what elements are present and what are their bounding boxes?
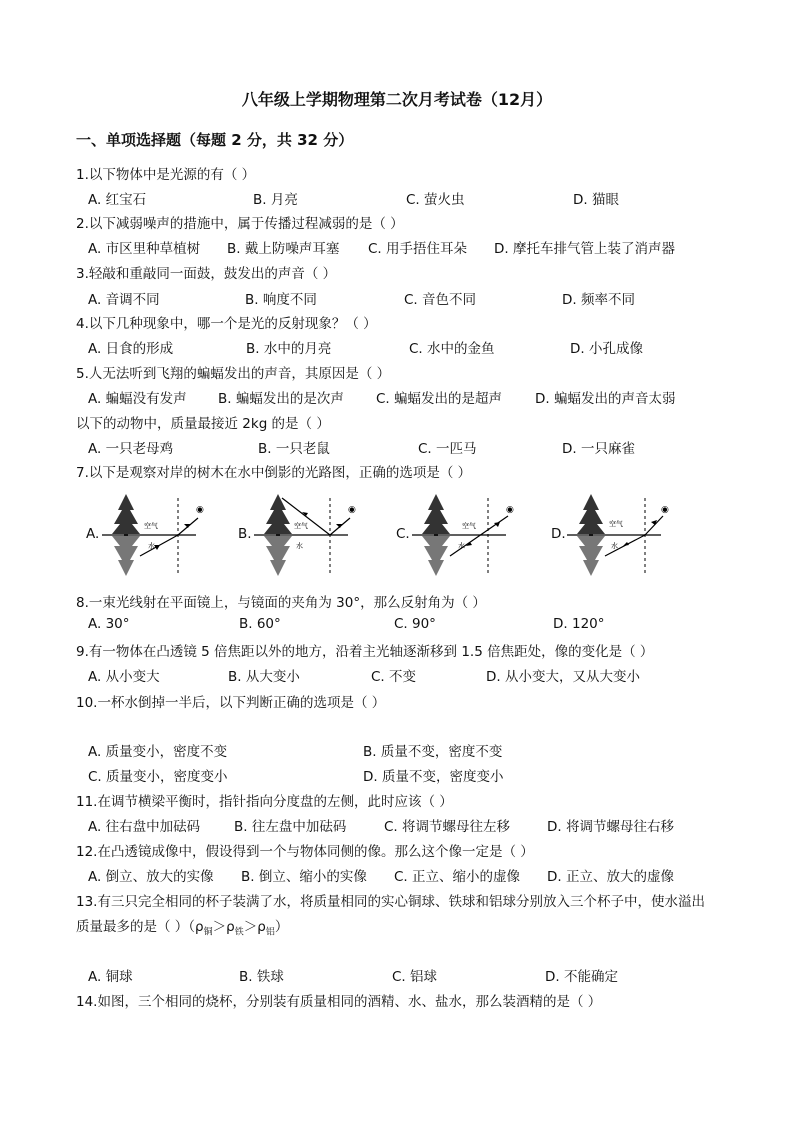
options-4 bbox=[88, 337, 788, 357]
question-7: 7.以下是观察对岸的树木在水中倒影的光路图，正确的选项是（ ） bbox=[76, 465, 472, 481]
option-c[interactable]: C. 90° bbox=[394, 616, 436, 632]
option-a[interactable]: A. 一只老母鸡 bbox=[88, 441, 174, 457]
water-label: 水 bbox=[458, 542, 465, 550]
question-3: 3.轻敲和重敲同一面鼓，鼓发出的声音（ ） bbox=[76, 266, 337, 282]
question-1: 1.以下物体中是光源的有（ ） bbox=[76, 167, 256, 183]
light-path-diagram-d bbox=[565, 490, 669, 580]
options-13 bbox=[88, 965, 788, 985]
option-d[interactable]: D. 不能确定 bbox=[545, 969, 618, 985]
option-a[interactable]: A. 从小变大 bbox=[88, 669, 160, 685]
figure-label: D. bbox=[551, 526, 566, 542]
option-b[interactable]: B. 质量不变，密度不变 bbox=[363, 744, 503, 760]
option-a[interactable]: A. 往右盘中加砝码 bbox=[88, 819, 201, 835]
option-c[interactable]: C. 一匹马 bbox=[418, 441, 477, 457]
light-path-diagram-a bbox=[100, 490, 204, 580]
air-label: 空气 bbox=[144, 522, 158, 530]
figure-label: A. bbox=[86, 526, 100, 542]
options-10-row2 bbox=[88, 765, 788, 785]
option-b[interactable]: B. 蝙蝠发出的是次声 bbox=[218, 391, 344, 407]
figure-option-b[interactable] bbox=[238, 490, 356, 580]
option-d[interactable]: D. 将调节螺母往右移 bbox=[547, 819, 674, 835]
option-b[interactable]: B. 倒立、缩小的实像 bbox=[241, 869, 367, 885]
option-c[interactable]: C. 不变 bbox=[371, 669, 417, 685]
page-title: 八年级上学期物理第二次月考试卷（12月） bbox=[241, 90, 553, 109]
option-a[interactable]: A. 红宝石 bbox=[88, 192, 147, 208]
options-3 bbox=[88, 288, 788, 308]
question-4: 4.以下几种现象中，哪一个是光的反射现象？（ ） bbox=[76, 316, 377, 332]
eye-icon: ◉ bbox=[348, 505, 356, 515]
eye-icon: ◉ bbox=[661, 505, 669, 515]
option-c[interactable]: C. 水中的金鱼 bbox=[409, 341, 495, 357]
option-a[interactable]: A. 30° bbox=[88, 616, 130, 632]
figure-option-a[interactable] bbox=[86, 490, 204, 580]
light-path-diagram-c bbox=[410, 490, 514, 580]
option-a[interactable]: A. 日食的形成 bbox=[88, 341, 174, 357]
option-c[interactable]: C. 萤火虫 bbox=[406, 192, 465, 208]
water-label: 水 bbox=[296, 542, 303, 550]
option-c[interactable]: C. 质量变小，密度变小 bbox=[88, 769, 228, 785]
figure-option-d[interactable] bbox=[551, 490, 669, 580]
option-a[interactable]: A. 倒立、放大的实像 bbox=[88, 869, 214, 885]
option-b[interactable]: B. 水中的月亮 bbox=[246, 341, 332, 357]
option-a[interactable]: A. 音调不同 bbox=[88, 292, 160, 308]
eye-icon: ◉ bbox=[196, 505, 204, 515]
option-b[interactable]: B. 从大变小 bbox=[228, 669, 300, 685]
option-d[interactable]: D. 猫眼 bbox=[573, 192, 619, 208]
question-13-line2: 质量最多的是（ ）$(\rho_铜>\rho_铁>\rho_铝)$ bbox=[76, 919, 289, 938]
option-b[interactable]: B. 60° bbox=[239, 616, 281, 632]
option-c[interactable]: C. 音色不同 bbox=[404, 292, 477, 308]
water-label: 水 bbox=[611, 542, 618, 550]
option-c[interactable]: C. 将调节螺母往左移 bbox=[384, 819, 511, 835]
option-b[interactable]: B. 戴上防噪声耳塞 bbox=[227, 241, 340, 257]
option-c[interactable]: C. 铝球 bbox=[392, 969, 438, 985]
option-c[interactable]: C. 蝙蝠发出的是超声 bbox=[376, 391, 503, 407]
question-11: 11.在调节横梁平衡时，指针指向分度盘的左侧，此时应该（ ） bbox=[76, 794, 453, 810]
options-11 bbox=[88, 815, 788, 835]
option-d[interactable]: D. 蝙蝠发出的声音太弱 bbox=[535, 391, 676, 407]
option-a[interactable]: A. 市区里种草植树 bbox=[88, 241, 201, 257]
option-d[interactable]: D. 小孔成像 bbox=[570, 341, 643, 357]
options-12 bbox=[88, 865, 788, 885]
question-9: 9.有一物体在凸透镜 5 倍焦距以外的地方，沿着主光轴逐渐移到 1.5 倍焦距处，像的变化是（ ） bbox=[76, 644, 654, 660]
question-2: 2.以下减弱噪声的措施中，属于传播过程减弱的是（ ） bbox=[76, 216, 404, 232]
option-d[interactable]: D. 质量不变，密度变小 bbox=[363, 769, 504, 785]
light-path-diagram-b bbox=[252, 490, 356, 580]
options-5 bbox=[88, 387, 788, 407]
figure-label: B. bbox=[238, 526, 252, 542]
option-a[interactable]: A. 质量变小，密度不变 bbox=[88, 744, 228, 760]
question-14: 14.如图，三个相同的烧杯，分别装有质量相同的酒精、水、盐水，那么装酒精的是（ ） bbox=[76, 994, 602, 1010]
figure-option-c[interactable] bbox=[396, 490, 514, 580]
question-8: 8.一束光线射在平面镜上，与镜面的夹角为 30°，那么反射角为（ ） bbox=[76, 595, 486, 611]
section-heading: 一、单项选择题（每题 2 分，共 32 分） bbox=[76, 131, 354, 149]
option-b[interactable]: B. 一只老鼠 bbox=[258, 441, 330, 457]
option-d[interactable]: D. 120° bbox=[553, 616, 605, 632]
option-d[interactable]: D. 正立、放大的虚像 bbox=[547, 869, 674, 885]
question-5: 5.人无法听到飞翔的蝙蝠发出的声音，其原因是（ ） bbox=[76, 366, 391, 382]
figure-label: C. bbox=[396, 526, 410, 542]
air-label: 空气 bbox=[294, 522, 308, 530]
option-d[interactable]: D. 从小变大，又从大变小 bbox=[486, 669, 640, 685]
option-d[interactable]: D. 频率不同 bbox=[562, 292, 635, 308]
option-d[interactable]: D. 摩托车排气管上装了消声器 bbox=[494, 241, 675, 257]
water-label: 水 bbox=[148, 542, 155, 550]
option-a[interactable]: A. 铜球 bbox=[88, 969, 133, 985]
options-9 bbox=[88, 665, 788, 685]
options-10-row1 bbox=[88, 740, 788, 760]
air-label: 空气 bbox=[462, 522, 476, 530]
question-13: 13.有三只完全相同的杯子装满了水，将质量相同的实心铜球、铁球和铝球分别放入三个杯子中，使水溢出 bbox=[76, 894, 705, 910]
option-a[interactable]: A. 蝙蝠没有发声 bbox=[88, 391, 187, 407]
eye-icon: ◉ bbox=[506, 505, 514, 515]
options-6 bbox=[88, 437, 788, 457]
options-1 bbox=[88, 188, 788, 208]
options-8 bbox=[88, 616, 788, 636]
option-c[interactable]: C. 用手捂住耳朵 bbox=[368, 241, 468, 257]
option-b[interactable]: B. 铁球 bbox=[239, 969, 284, 985]
option-b[interactable]: B. 响度不同 bbox=[245, 292, 317, 308]
question-6: 以下的动物中，质量最接近 2kg 的是（ ） bbox=[76, 416, 330, 432]
options-2 bbox=[88, 237, 788, 257]
question-10: 10.一杯水倒掉一半后，以下判断正确的选项是（ ） bbox=[76, 695, 386, 711]
option-b[interactable]: B. 往左盘中加砝码 bbox=[234, 819, 347, 835]
option-b[interactable]: B. 月亮 bbox=[253, 192, 298, 208]
air-label: 空气 bbox=[609, 520, 623, 528]
option-d[interactable]: D. 一只麻雀 bbox=[562, 441, 635, 457]
question-12: 12.在凸透镜成像中，假设得到一个与物体同侧的像。那么这个像一定是（ ） bbox=[76, 844, 534, 860]
option-c[interactable]: C. 正立、缩小的虚像 bbox=[394, 869, 521, 885]
